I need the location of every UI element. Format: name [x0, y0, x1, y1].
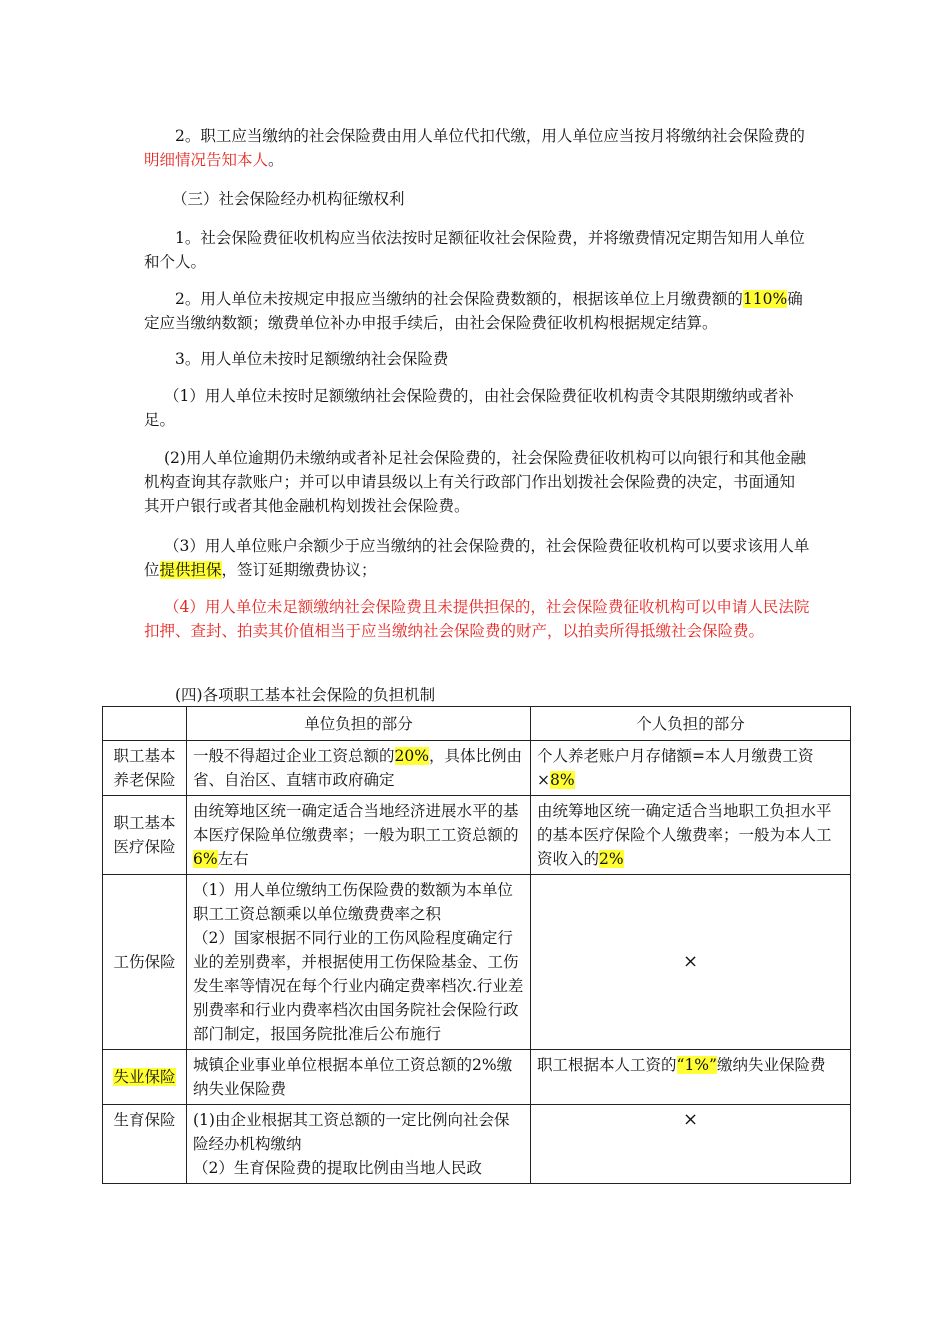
cell-item-1: (1)由企业根据其工资总额的一定比例向社会保险经办机构缴纳 — [193, 1111, 510, 1153]
row-label-injury: 工伤保险 — [103, 875, 187, 1050]
cell-unit-pension — [187, 741, 531, 796]
insurance-burden-table — [102, 706, 851, 1184]
cell-unit-injury — [187, 875, 531, 1050]
cell-text: 一般不得超过企业工资总额的 — [193, 747, 395, 765]
cell-text: 个人养老账户月存储额=本人月缴费工资× — [537, 747, 814, 789]
red-emphasis: 明细情况告知本人 — [144, 151, 269, 169]
cell-text: 左右 — [217, 850, 249, 868]
paragraph-item-4 — [144, 595, 810, 643]
row-label-unemployment — [103, 1050, 187, 1105]
paragraph-text: (2)用人单位逾期仍未缴纳或者补足社会保险费的，社会保险费征收机构可以向银行和其他金融机构查询其存款账户；并可以申请县级以上有关行政部门作出划拨社会保险费的决定，书面通知其开户银行或者其他金融机构划拨社会保险费。 — [144, 449, 806, 515]
paragraph-item-1 — [144, 384, 810, 432]
highlight-20: 20% — [394, 747, 429, 765]
cell-item-1: （1）用人单位缴纳工伤保险费的数额为本单位职工工资总额乘以单位缴费费率之积 — [193, 881, 513, 923]
header-personal: 个人负担的部分 — [531, 707, 851, 741]
header-unit: 单位负担的部分 — [187, 707, 531, 741]
cell-text: 由统筹地区统一确定适合当地经济进展水平的基本医疗保险单位缴费率；一般为职工工资总额的 — [193, 802, 519, 844]
table-row-injury — [103, 875, 851, 1050]
paragraph-text: 确定应当缴纳数额；缴费单位补办申报手续后，由社会保险费征收机构根据规定结算。 — [144, 290, 803, 332]
section-heading-3 — [144, 187, 810, 211]
table-row-pension — [103, 741, 851, 796]
cell-personal-unemployment — [531, 1050, 851, 1105]
cell-unit-maternity — [187, 1105, 531, 1184]
cell-personal-injury: × — [531, 875, 851, 1050]
paragraph-collection-2 — [144, 287, 810, 335]
paragraph-text: 2。用人单位未按规定申报应当缴纳的社会保险费数额的，根据该单位上月缴费额的 — [175, 290, 743, 308]
cell-unit-unemployment: 城镇企业事业单位根据本单位工资总额的2%缴纳失业保险费 — [187, 1050, 531, 1105]
row-label-maternity: 生育保险 — [103, 1105, 187, 1184]
header-empty-cell — [103, 707, 187, 741]
table-header-row — [103, 707, 851, 741]
table-row-unemployment — [103, 1050, 851, 1105]
row-label-medical: 职工基本医疗保险 — [103, 796, 187, 875]
cell-personal-pension — [531, 741, 851, 796]
paragraph-text: 2。职工应当缴纳的社会保险费由用人单位代扣代缴，用人单位应当按月将缴纳社会保险费的 — [175, 127, 805, 145]
paragraph-item-3 — [144, 534, 810, 582]
paragraph-text: ，签订延期缴费协议； — [221, 561, 377, 579]
paragraph-withholding — [144, 124, 810, 172]
paragraph-collection-3 — [144, 347, 810, 371]
paragraph-collection-1 — [144, 226, 810, 274]
highlight-8: 8% — [550, 771, 575, 789]
cell-text: 由统筹地区统一确定适合当地职工负担水平的基本医疗保险个人缴费率；一般为本人工资收入的 — [537, 802, 832, 868]
paragraph-text: 3。用人单位未按时足额缴纳社会保险费 — [175, 350, 449, 368]
paragraph-text: （1）用人单位未按时足额缴纳社会保险费的，由社会保险费征收机构责令其限期缴纳或者补足。 — [144, 387, 794, 429]
cell-text: ，具体比例由省、自治区、直辖市政府确定 — [193, 747, 522, 789]
table-row-maternity — [103, 1105, 851, 1184]
highlight-2: 2% — [599, 850, 624, 868]
highlight-unemployment: 失业保险 — [113, 1068, 176, 1086]
paragraph-text: 。 — [268, 151, 284, 169]
paragraph-item-2 — [144, 446, 810, 518]
heading-text: （三）社会保险经办机构征缴权利 — [172, 190, 405, 208]
cell-unit-medical — [187, 796, 531, 875]
highlight-110: 110% — [742, 290, 788, 308]
row-label-pension: 职工基本养老保险 — [103, 741, 187, 796]
cell-personal-maternity: × — [531, 1105, 851, 1184]
cell-personal-medical — [531, 796, 851, 875]
paragraph-text: （4） — [164, 598, 205, 616]
cell-text: 缴纳失业保险费 — [716, 1056, 826, 1074]
paragraph-text: （3）用人单位账户余额少于应当缴纳的社会保险费的，社会保险费征收机构可以要求该用人单位 — [144, 537, 810, 579]
table-caption: (四)各项职工基本社会保险的负担机制 — [175, 686, 436, 704]
cell-item-2: （2）生育保险费的提取比例由当地人民政 — [193, 1159, 482, 1177]
highlight-1: “1%” — [676, 1056, 717, 1074]
red-emphasis: 用人单位未足额缴纳社会保险费且未提供担保的，社会保险费征收机构可以申请人民法院扣押、查封、拍卖其价值相当于应当缴纳社会保险费的财产，以拍卖所得抵缴社会保险费。 — [144, 598, 810, 640]
cell-item-2: （2）国家根据不同行业的工伤风险程度确定行业的差别费率，并根据使用工伤保险基金、工伤发生率等情况在每个行业内确定费率档次.行业差别费率和行业内费率档次由国务院社会保险行政部门制定，报国务院批准后公布施行 — [193, 929, 524, 1043]
table-row-medical — [103, 796, 851, 875]
highlight-guarantee: 提供担保 — [159, 561, 222, 579]
cell-text: 职工根据本人工资的 — [537, 1056, 677, 1074]
paragraph-text: 1。社会保险费征收机构应当依法按时足额征收社会保险费，并将缴费情况定期告知用人单位和个人。 — [144, 229, 805, 271]
highlight-6: 6% — [193, 850, 218, 868]
